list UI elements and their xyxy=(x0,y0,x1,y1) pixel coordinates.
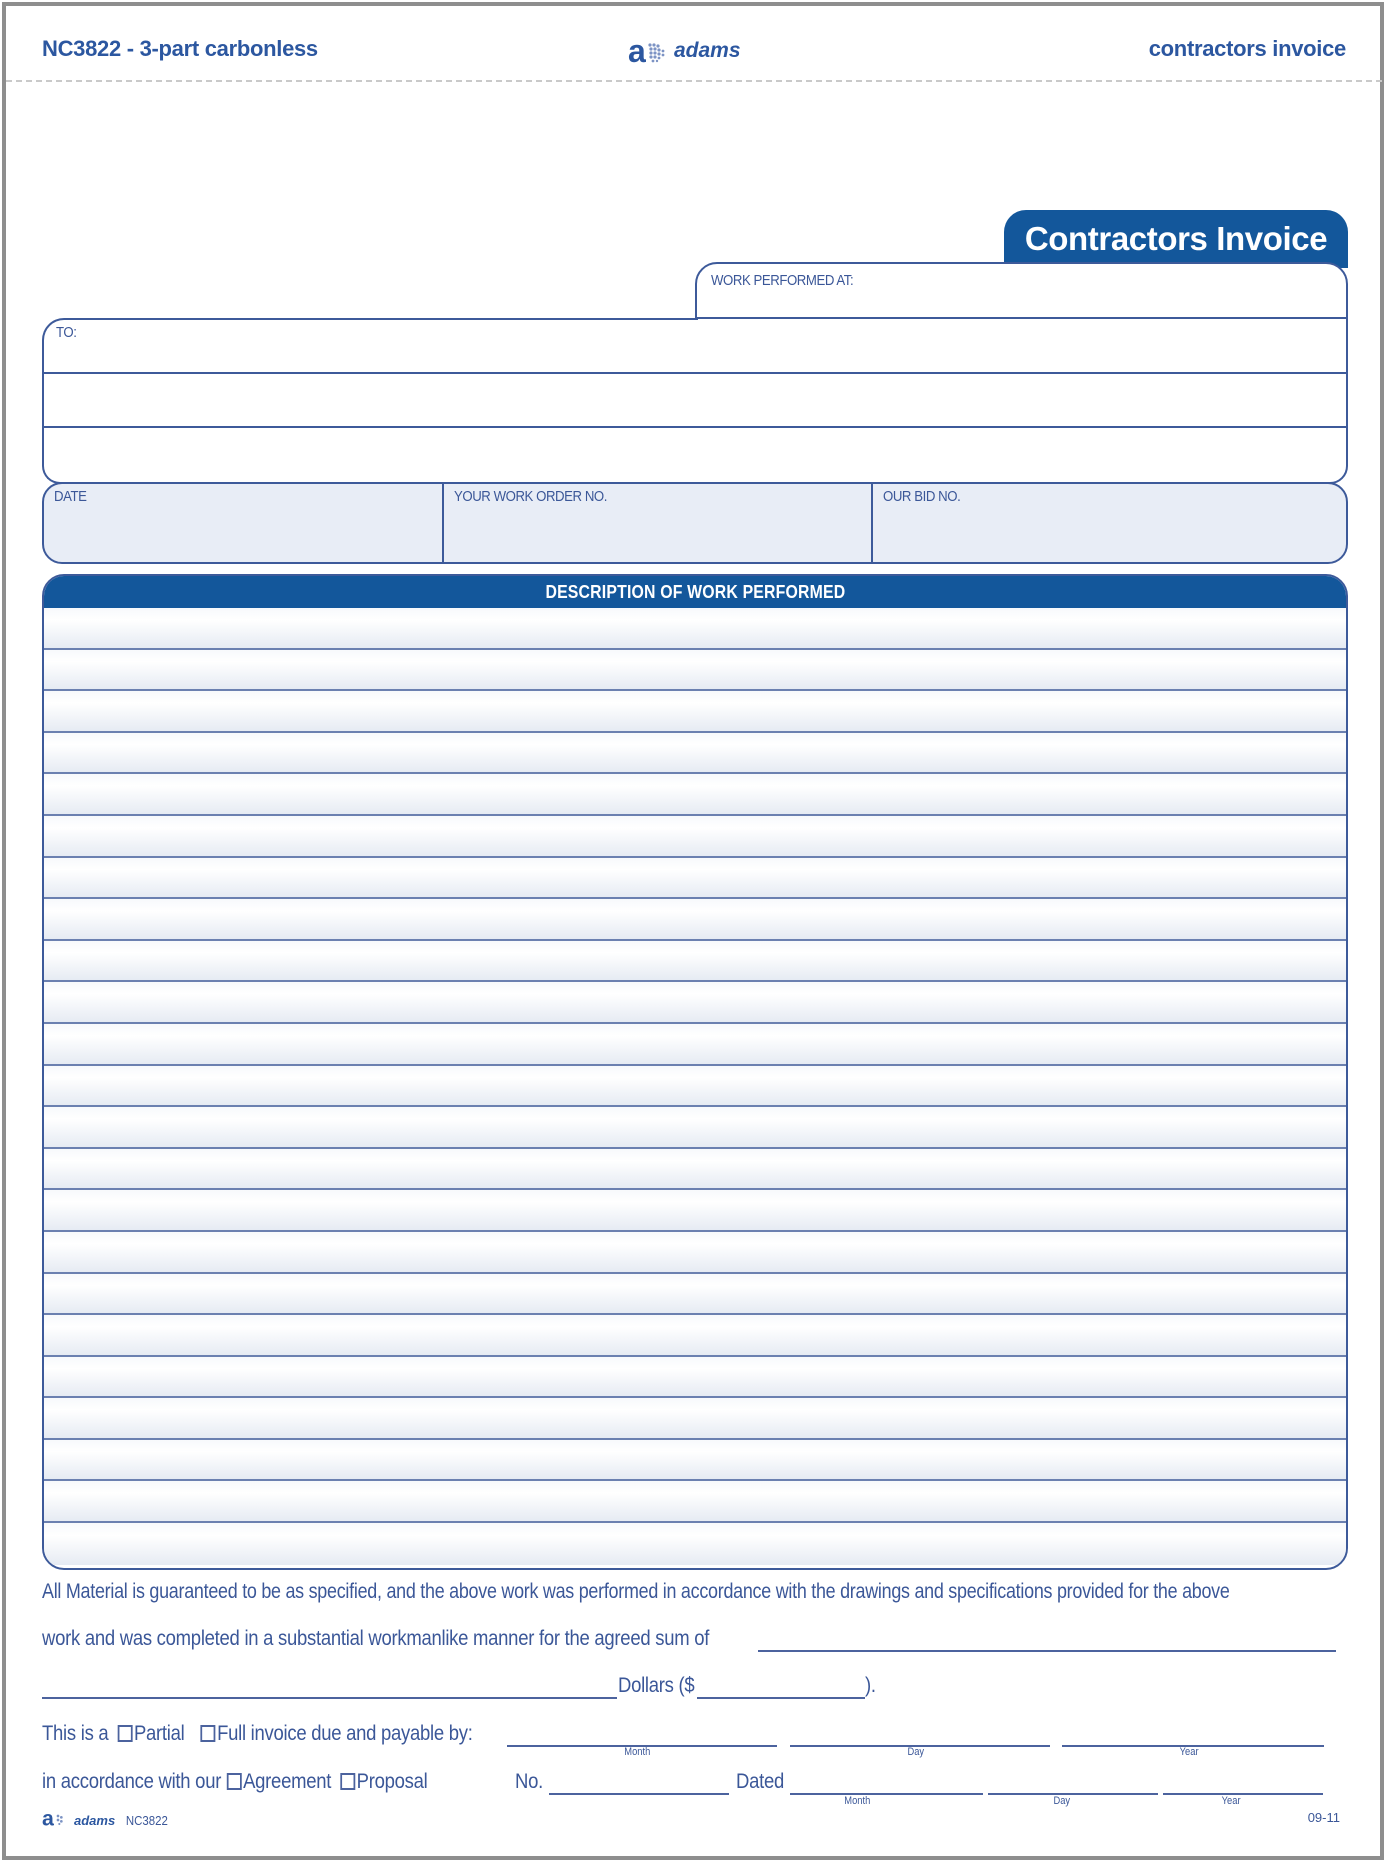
description-line[interactable] xyxy=(44,1107,1346,1149)
description-line[interactable] xyxy=(44,1024,1346,1066)
partial-option[interactable]: Partial xyxy=(117,1722,184,1746)
brand-logo xyxy=(628,36,741,66)
adams-logo-icon xyxy=(42,1808,70,1833)
dated-month-field[interactable] xyxy=(790,1793,983,1795)
agreement-option[interactable]: Agreement xyxy=(226,1770,331,1794)
footer-code: NC3822 xyxy=(126,1813,169,1828)
description-line[interactable] xyxy=(44,1066,1346,1108)
address-line xyxy=(44,372,698,374)
proposal-checkbox[interactable] xyxy=(340,1773,355,1790)
dollars-words-field[interactable] xyxy=(42,1697,617,1699)
description-line[interactable] xyxy=(44,1149,1346,1191)
partial-checkbox[interactable] xyxy=(117,1725,132,1742)
description-line[interactable] xyxy=(44,650,1346,692)
address-line xyxy=(697,317,1346,319)
bid-number-field[interactable] xyxy=(873,484,1346,562)
dated-year-label: Year xyxy=(1221,1795,1241,1807)
due-day-label: Day xyxy=(907,1746,925,1758)
description-line[interactable] xyxy=(44,816,1346,858)
dated-month-label: Month xyxy=(844,1795,871,1807)
description-line[interactable] xyxy=(44,608,1346,650)
description-line[interactable] xyxy=(44,1274,1346,1316)
agreement-checkbox[interactable] xyxy=(226,1773,241,1790)
terms-line-2: work and was completed in a substantial workmanlike manner for the agreed sum of xyxy=(42,1627,710,1650)
description-line[interactable] xyxy=(44,1523,1346,1565)
address-line xyxy=(697,372,1346,374)
address-line xyxy=(44,426,698,428)
dollars-label: Dollars ($ xyxy=(618,1674,695,1697)
description-line[interactable] xyxy=(44,1357,1346,1399)
description-line[interactable] xyxy=(44,1190,1346,1232)
due-year-label: Year xyxy=(1179,1746,1199,1758)
bid-number-label: OUR BID NO. xyxy=(883,488,961,505)
accordance-prefix: in accordance with our xyxy=(42,1770,222,1793)
svg-text:a: a xyxy=(628,36,646,66)
accordance-row xyxy=(42,1770,480,1794)
work-order-label: YOUR WORK ORDER NO. xyxy=(454,488,607,505)
form-title: Contractors Invoice xyxy=(1004,210,1348,268)
date-field[interactable] xyxy=(44,484,444,562)
dated-label: Dated xyxy=(736,1770,785,1793)
dated-day-label: Day xyxy=(1053,1795,1071,1807)
footer-brand xyxy=(42,1808,171,1833)
description-line[interactable] xyxy=(44,899,1346,941)
dollars-close: ). xyxy=(865,1674,876,1697)
description-line[interactable] xyxy=(44,774,1346,816)
revision-code: 09-11 xyxy=(1307,1810,1340,1825)
description-line[interactable] xyxy=(44,1232,1346,1274)
svg-text:a: a xyxy=(42,1808,54,1828)
reference-fields xyxy=(42,482,1348,564)
dollars-amount-field[interactable] xyxy=(697,1697,865,1699)
description-line[interactable] xyxy=(44,733,1346,775)
form-type: contractors invoice xyxy=(1148,36,1346,61)
proposal-option[interactable]: Proposal xyxy=(340,1770,428,1794)
description-line[interactable] xyxy=(44,982,1346,1024)
to-field[interactable] xyxy=(42,318,698,484)
work-performed-at-label: WORK PERFORMED AT: xyxy=(711,272,854,289)
footer-brand-name: adams xyxy=(74,1813,116,1828)
dated-day-field[interactable] xyxy=(988,1793,1158,1795)
number-label: No. xyxy=(515,1770,543,1793)
to-label: TO: xyxy=(56,324,77,341)
description-lines[interactable] xyxy=(44,608,1346,1565)
due-month-label: Month xyxy=(624,1746,651,1758)
description-line[interactable] xyxy=(44,1481,1346,1523)
agreed-sum-field[interactable] xyxy=(758,1650,1336,1652)
perforation-line xyxy=(6,80,1382,82)
date-label: DATE xyxy=(54,488,87,505)
work-performed-at-field[interactable] xyxy=(695,262,1348,484)
description-line[interactable] xyxy=(44,858,1346,900)
dated-year-field[interactable] xyxy=(1163,1793,1323,1795)
agreement-number-field[interactable] xyxy=(549,1793,729,1795)
description-line[interactable] xyxy=(44,1398,1346,1440)
product-code: NC3822 - 3-part carbonless xyxy=(42,36,318,61)
work-order-field[interactable] xyxy=(444,484,873,562)
address-line xyxy=(697,426,1346,428)
description-section xyxy=(42,574,1348,1570)
brand-name: adams xyxy=(674,39,741,62)
description-line[interactable] xyxy=(44,941,1346,983)
adams-logo-icon xyxy=(628,36,670,66)
description-line[interactable] xyxy=(44,1315,1346,1357)
full-option[interactable]: Full invoice due and payable by: xyxy=(200,1722,472,1746)
description-header: DESCRIPTION OF WORK PERFORMED xyxy=(44,576,1346,608)
invoice-prefix: This is a xyxy=(42,1722,109,1745)
full-checkbox[interactable] xyxy=(200,1725,215,1742)
invoice-type-row xyxy=(42,1722,531,1746)
description-line[interactable] xyxy=(44,1440,1346,1482)
description-line[interactable] xyxy=(44,691,1346,733)
terms-line-1: All Material is guaranteed to be as specified, and the above work was performed in accordance with the drawings and specifications provided for the above xyxy=(42,1580,1230,1603)
